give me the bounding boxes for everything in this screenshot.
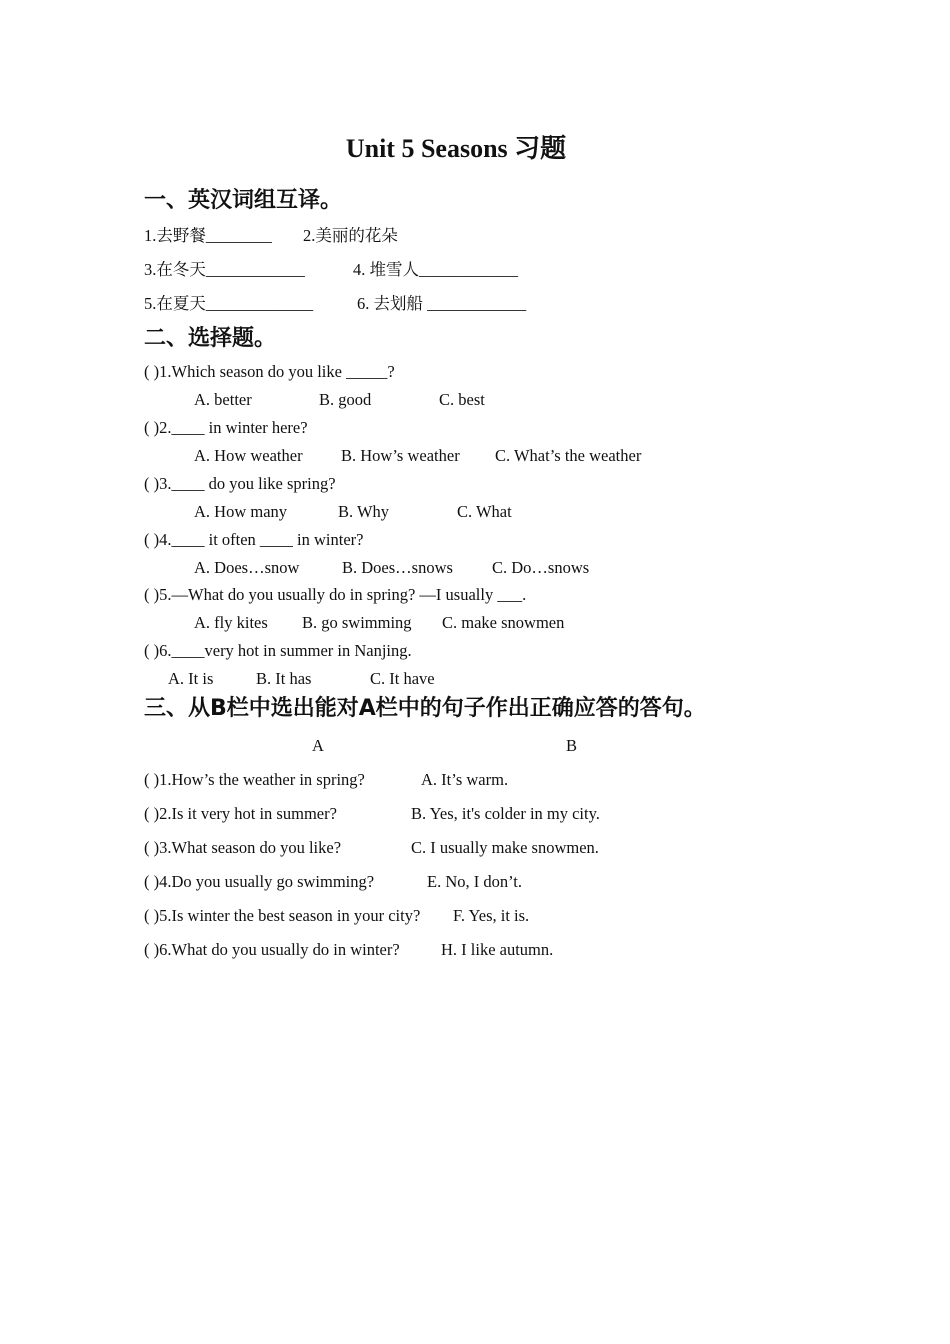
column-a-header: A — [312, 736, 324, 755]
section2-heading: 二、选择题。 — [144, 326, 277, 351]
question-stem: ( )5.—What do you usually do in spring? —I usually ___. — [144, 585, 527, 604]
match-answer: C. I usually make snowmen. — [411, 838, 599, 857]
match-question: ( )2.Is it very hot in summer? — [144, 804, 337, 823]
match-question: ( )6.What do you usually do in winter? — [144, 940, 400, 959]
option: A. Does…snow — [194, 558, 300, 577]
option: C. Do…snows — [492, 558, 590, 577]
option: C. It have — [370, 669, 435, 688]
question-stem: ( )4.____ it often ____ in winter? — [144, 530, 364, 549]
match-answer: H. I like autumn. — [441, 940, 554, 959]
question-stem: ( )6.____very hot in summer in Nanjing. — [144, 641, 412, 660]
vocab-item: 2.美丽的花朵 — [303, 226, 398, 245]
page-title: Unit 5 Seasons 习题 — [345, 134, 567, 163]
question-stem: ( )1.Which season do you like _____? — [144, 362, 395, 381]
option: A. better — [194, 390, 252, 409]
option: C. What — [457, 502, 512, 521]
match-answer: A. It’s warm. — [421, 770, 509, 789]
question-stem: ( )2.____ in winter here? — [144, 418, 308, 437]
option: A. How many — [194, 502, 288, 521]
option: B. good — [319, 390, 372, 409]
option: A. fly kites — [194, 613, 268, 632]
option: A. It is — [168, 669, 214, 688]
match-question: ( )4.Do you usually go swimming? — [144, 872, 375, 891]
match-answer: F. Yes, it is. — [453, 906, 530, 925]
option: B. Why — [338, 502, 390, 521]
match-answer: B. Yes, it's colder in my city. — [411, 804, 600, 823]
match-question: ( )1.How’s the weather in spring? — [144, 770, 365, 789]
vocab-item: 5.在夏天_____________ — [144, 294, 314, 313]
option: C. best — [439, 390, 485, 409]
vocab-item: 4. 堆雪人____________ — [353, 260, 518, 279]
option: B. go swimming — [302, 613, 412, 632]
vocab-item: 1.去野餐________ — [144, 226, 272, 245]
option: B. How’s weather — [341, 446, 460, 465]
match-question: ( )5.Is winter the best season in your city? — [144, 906, 421, 925]
match-answer: E. No, I don’t. — [427, 872, 523, 891]
option: C. make snowmen — [442, 613, 565, 632]
question-stem: ( )3.____ do you like spring? — [144, 474, 336, 493]
match-question: ( )3.What season do you like? — [144, 838, 342, 857]
vocab-item: 3.在冬天____________ — [144, 260, 305, 279]
column-b-header: B — [566, 736, 578, 755]
section1-heading: 一、英汉词组互译。 — [144, 188, 343, 213]
option: B. Does…snows — [342, 558, 453, 577]
option: A. How weather — [194, 446, 303, 465]
option: B. It has — [256, 669, 312, 688]
vocab-item: 6. 去划船 ____________ — [357, 294, 527, 313]
option: C. What’s the weather — [495, 446, 642, 465]
section3-heading: 三、从B栏中选出能对A栏中的句子作出正确应答的答句。 — [144, 696, 706, 721]
